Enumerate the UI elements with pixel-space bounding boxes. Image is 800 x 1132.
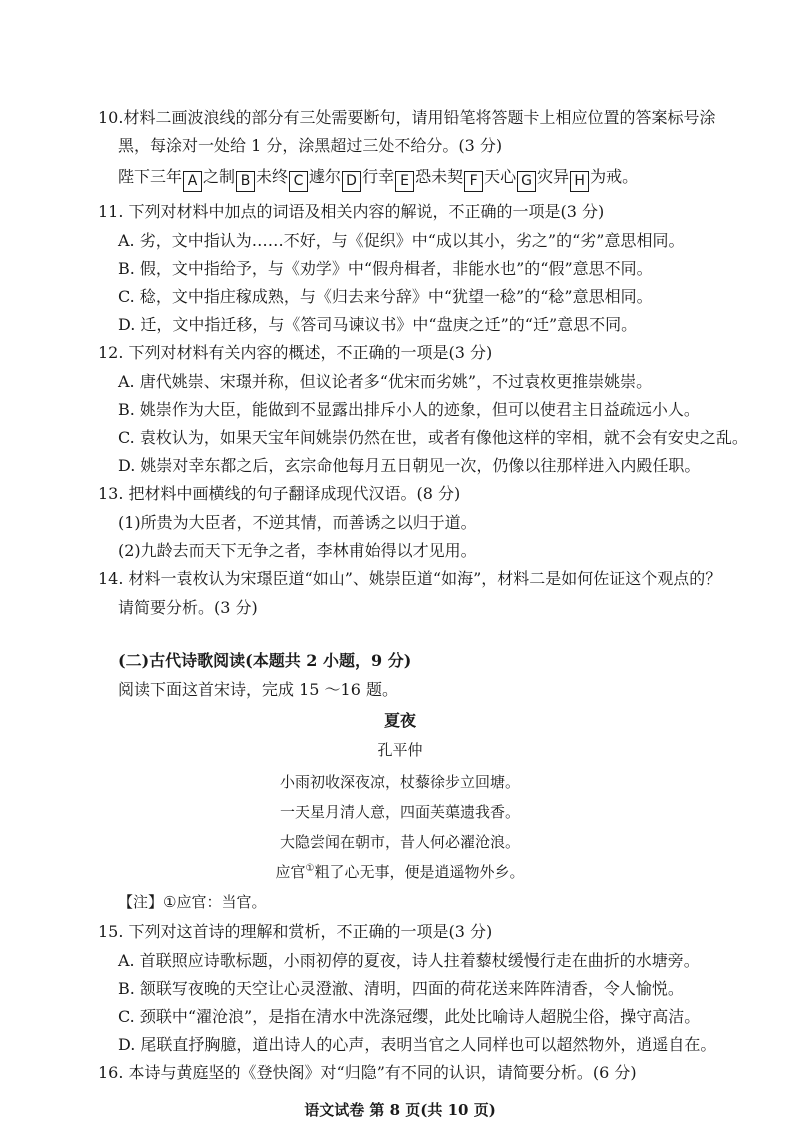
q14-stem-line2: 请简要分析。(3 分) bbox=[118, 598, 258, 617]
q10-answer-box-c: C bbox=[289, 171, 308, 192]
q11-option-d: D. 迁，文中指迁移，与《答司马谏议书》中“盘庚之迁”的“迁”意思不同。 bbox=[118, 315, 638, 334]
poem-author: 孔平仲 bbox=[377, 741, 423, 759]
q12-stem: 12. 下列对材料有关内容的概述，不正确的一项是(3 分) bbox=[98, 343, 493, 362]
q12-option-b: B. 姚崇作为大臣，能做到不显露出排斥小人的迹象，但可以使君主日益疏远小人。 bbox=[118, 400, 700, 419]
poem-note: 【注】①应官：当官。 bbox=[118, 893, 267, 911]
q10-punctuation-sentence bbox=[118, 165, 638, 192]
q16-stem: 16. 本诗与黄庭坚的《登快阁》对“归隐”有不同的认识，请简要分析。(6 分) bbox=[98, 1063, 637, 1082]
q10-answer-box-d: D bbox=[342, 171, 361, 192]
poem-line-4-before: 应官 bbox=[275, 863, 306, 881]
q10-answer-box-e: E bbox=[395, 171, 414, 192]
q10-sentence-segment: 行幸 bbox=[362, 167, 395, 186]
q10-answer-box-g: G bbox=[517, 171, 536, 192]
q10-sentence-segment: 为戒。 bbox=[590, 167, 639, 186]
q12-option-a: A. 唐代姚崇、宋璟并称，但议论者多“优宋而劣姚”，不过袁枚更推崇姚崇。 bbox=[118, 372, 653, 391]
q15-stem: 15. 下列对这首诗的理解和赏析，不正确的一项是(3 分) bbox=[98, 922, 493, 941]
poem-line-4 bbox=[0, 860, 800, 884]
q10-sentence-segment: 未终 bbox=[256, 167, 289, 186]
poem-footnote-mark: ① bbox=[305, 863, 315, 874]
q10-answer-box-a: A bbox=[183, 171, 202, 192]
q11-option-a: A. 劣，文中指认为……不好，与《促织》中“成以其小，劣之”的“劣”意思相同。 bbox=[118, 231, 685, 250]
q10-answer-box-h: H bbox=[570, 171, 589, 192]
q10-sentence-segment: 之制 bbox=[203, 167, 236, 186]
q15-option-a: A. 首联照应诗歌标题，小雨初停的夏夜，诗人拄着藜杖缓慢行走在曲折的水塘旁。 bbox=[118, 951, 700, 970]
q12-option-c: C. 袁枚认为，如果天宝年间姚崇仍然在世，或者有像他这样的宰相，就不会有安史之乱。 bbox=[118, 428, 748, 447]
poem-line-1: 小雨初收深夜凉，杖藜徐步立回塘。 bbox=[279, 773, 520, 791]
q13-item-1: (1)所贵为大臣者，不逆其情，而善诱之以归于道。 bbox=[118, 513, 477, 532]
q11-option-b: B. 假，文中指给予，与《劝学》中“假舟楫者，非能水也”的“假”意思不同。 bbox=[118, 259, 653, 278]
q12-option-d: D. 姚崇对幸东都之后，玄宗命他每月五日朝见一次，仍像以往那样进入内殿任职。 bbox=[118, 456, 701, 475]
q10-stem-line1: 10.材料二画波浪线的部分有三处需要断句，请用铅笔将答题卡上相应位置的答案标号涂 bbox=[98, 108, 716, 127]
q10-sentence-segment: 恐未契 bbox=[415, 167, 464, 186]
q15-option-c: C. 颈联中“濯沧浪”，是指在清水中洗涤冠缨，此处比喻诗人超脱尘俗，操守高洁。 bbox=[118, 1007, 701, 1026]
q11-stem: 11. 下列对材料中加点的词语及相关内容的解说，不正确的一项是(3 分) bbox=[98, 202, 605, 221]
q10-sentence-segment: 灾异 bbox=[537, 167, 570, 186]
q15-option-d: D. 尾联直抒胸臆，道出诗人的心声，表明当官之人同样也可以超然物外，逍遥自在。 bbox=[118, 1035, 717, 1054]
poem-line-2: 一天星月清人意，四面芙蕖遗我香。 bbox=[279, 803, 520, 821]
section2-heading: (二)古代诗歌阅读(本题共 2 小题，9 分) bbox=[118, 651, 412, 670]
q11-option-c: C. 稔，文中指庄稼成熟，与《归去来兮辞》中“犹望一稔”的“稔”意思相同。 bbox=[118, 287, 653, 306]
poem-line-4-after: 粗了心无事，便是逍遥物外乡。 bbox=[314, 863, 525, 881]
page-footer: 语文试卷 第 8 页(共 10 页) bbox=[304, 1101, 496, 1119]
q10-answer-box-b: B bbox=[236, 171, 255, 192]
poem-title: 夏夜 bbox=[383, 711, 416, 730]
q10-sentence-segment: 陛下三年 bbox=[118, 167, 183, 186]
q13-stem: 13. 把材料中画横线的句子翻译成现代汉语。(8 分) bbox=[98, 484, 461, 503]
section2-intro: 阅读下面这首宋诗，完成 15 ～16 题。 bbox=[118, 680, 398, 699]
q15-option-b: B. 颔联写夜晚的天空让心灵澄澈、清明，四面的荷花送来阵阵清香，令人愉悦。 bbox=[118, 979, 684, 998]
q10-answer-box-f: F bbox=[464, 171, 483, 192]
q14-stem-line1: 14. 材料一袁枚认为宋璟臣道“如山”、姚崇臣道“如海”，材料二是如何佐证这个观点的？ bbox=[98, 569, 722, 588]
poem-line-3: 大隐尝闻在朝市，昔人何必濯沧浪。 bbox=[279, 833, 520, 851]
q10-sentence-segment: 遽尔 bbox=[309, 167, 342, 186]
q13-item-2: (2)九龄去而天下无争之者，李林甫始得以才见用。 bbox=[118, 541, 477, 560]
q10-sentence-segment: 天心 bbox=[484, 167, 517, 186]
q10-stem-line2: 黑，每涂对一处给 1 分，涂黑超过三处不给分。(3 分) bbox=[118, 136, 503, 155]
